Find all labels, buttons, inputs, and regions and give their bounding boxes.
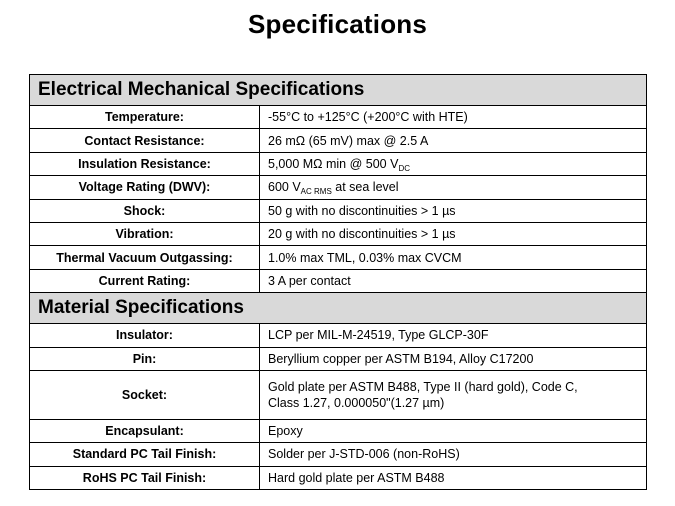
spec-label: Insulator: (30, 324, 260, 347)
spec-value: LCP per MIL-M-24519, Type GLCP-30F (260, 324, 647, 347)
spec-value: 3 A per contact (260, 269, 647, 292)
spec-label: Insulation Resistance: (30, 152, 260, 175)
table-row (30, 324, 647, 347)
spec-value: -55°C to +125°C (+200°C with HTE) (260, 106, 647, 129)
spec-label: Encapsulant: (30, 419, 260, 442)
table-row (30, 370, 647, 419)
section-header-material (30, 293, 647, 324)
spec-value (260, 152, 647, 175)
spec-label: Vibration: (30, 222, 260, 245)
spec-value-subscript: AC RMS (300, 187, 332, 197)
section-heading: Electrical Mechanical Specifications (30, 75, 647, 106)
spec-label: RoHS PC Tail Finish: (30, 466, 260, 489)
table-row (30, 466, 647, 489)
section-header-electrical (30, 75, 647, 106)
spec-label: Contact Resistance: (30, 129, 260, 152)
table-row (30, 347, 647, 370)
spec-value: Hard gold plate per ASTM B488 (260, 466, 647, 489)
table-row (30, 152, 647, 175)
spec-label: Standard PC Tail Finish: (30, 443, 260, 466)
spec-value-line: Class 1.27, 0.000050"(1.27 µm) (268, 395, 445, 410)
spec-label: Socket: (30, 370, 260, 419)
spec-label: Pin: (30, 347, 260, 370)
specifications-table (29, 74, 647, 490)
spec-value: Epoxy (260, 419, 647, 442)
section-heading: Material Specifications (30, 293, 647, 324)
page-title: Specifications (247, 9, 428, 39)
spec-value: 1.0% max TML, 0.03% max CVCM (260, 246, 647, 269)
table-row (30, 176, 647, 199)
spec-label: Temperature: (30, 106, 260, 129)
spec-value: Beryllium copper per ASTM B194, Alloy C17200 (260, 347, 647, 370)
table-row (30, 269, 647, 292)
table-row (30, 443, 647, 466)
spec-label: Thermal Vacuum Outgassing: (30, 246, 260, 269)
spec-value-main: 5,000 MΩ min @ 500 V (268, 156, 399, 171)
spec-value: 26 mΩ (65 mV) max @ 2.5 A (260, 129, 647, 152)
spec-label: Current Rating: (30, 269, 260, 292)
table-row (30, 129, 647, 152)
table-row (30, 106, 647, 129)
spec-value (260, 370, 647, 419)
spec-value-tail: at sea level (331, 180, 399, 195)
spec-value: 20 g with no discontinuities > 1 µs (260, 222, 647, 245)
spec-value: Solder per J-STD-006 (non-RoHS) (260, 443, 647, 466)
spec-value-main: 600 V (268, 180, 301, 195)
spec-label: Voltage Rating (DWV): (30, 176, 260, 199)
spec-value-subscript: DC (398, 163, 410, 173)
table-row (30, 199, 647, 222)
spec-value (260, 176, 647, 199)
spec-value: 50 g with no discontinuities > 1 µs (260, 199, 647, 222)
spec-label: Shock: (30, 199, 260, 222)
spec-value-line: Gold plate per ASTM B488, Type II (hard gold), Code C, (268, 379, 578, 394)
table-row (30, 419, 647, 442)
table-row (30, 246, 647, 269)
table-row (30, 222, 647, 245)
